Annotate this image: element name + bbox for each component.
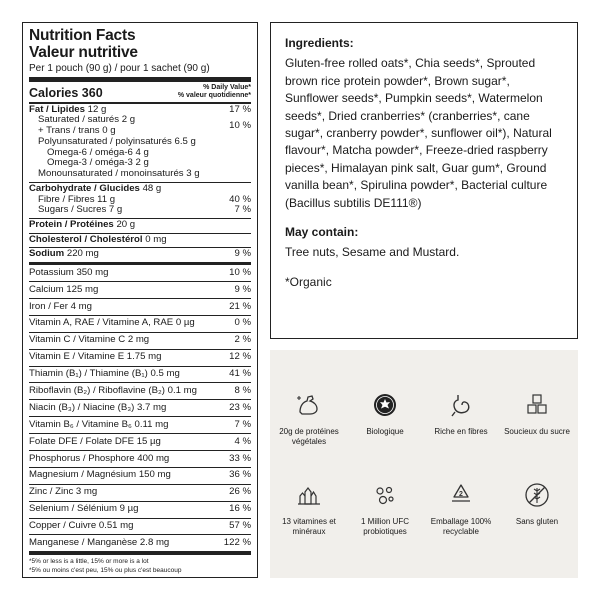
mineral-dv: 23 % [229, 401, 251, 413]
dv-header-en: % Daily Value* [203, 84, 251, 92]
mineral-row [29, 485, 251, 502]
cholesterol-label: Cholesterol / Cholestérol [29, 233, 143, 245]
stomach-icon [448, 392, 474, 418]
omega3-row: Omega-3 / oméga-3 2 g [47, 157, 149, 169]
mineral-row [29, 400, 251, 417]
organic-seal-icon [372, 392, 398, 418]
badge-label: Soucieux du sucre [504, 427, 570, 436]
ingredients-panel [270, 22, 578, 339]
mineral-dv: 33 % [229, 452, 251, 464]
feature-badges-panel [270, 350, 578, 578]
mineral-row [29, 519, 251, 536]
mineral-row [29, 434, 251, 451]
fibre-label: Fibre / Fibres 11 g [38, 193, 116, 205]
mineral-dv: 12 % [229, 351, 251, 363]
mineral-label: Vitamin E / Vitamine E 1.75 mg [29, 351, 162, 363]
mineral-dv: 16 % [229, 503, 251, 515]
badge-gluten-free [500, 482, 574, 527]
fibre-dv: 40 % [229, 193, 251, 205]
mineral-label: Magnesium / Magnésium 150 mg [29, 469, 171, 481]
mineral-label: Folate DFE / Folate DFE 15 µg [29, 435, 161, 447]
mineral-dv: 26 % [229, 486, 251, 498]
mineral-label: Vitamin A, RAE / Vitamine A, RAE 0 µg [29, 317, 195, 329]
mineral-label: Zinc / Zinc 3 mg [29, 486, 98, 498]
sodium-amount: 220 mg [66, 248, 99, 260]
mineral-label: Riboflavin (B₂) / Riboflavine (B₂) 0.1 mg [29, 385, 197, 397]
omega6-row: Omega-6 / oméga-6 4 g [47, 146, 149, 158]
trans-row: + Trans / trans 0 g [38, 125, 116, 137]
mineral-dv: 41 % [229, 368, 251, 380]
mineral-row [29, 333, 251, 350]
may-contain-text: Tree nuts, Sesame and Mustard. [285, 245, 460, 260]
badge-organic [348, 392, 422, 437]
badge-label: 1 Million UFC probiotiques [360, 517, 409, 536]
mineral-label: Selenium / Sélénium 9 µg [29, 503, 139, 515]
carb-row [29, 184, 251, 195]
badge-vitamins [272, 482, 346, 537]
carb-section [29, 183, 251, 219]
vitamins-minerals-list [29, 265, 251, 551]
mineral-label: Thiamin (B₁) / Thiamine (B₁) 0.5 mg [29, 368, 180, 380]
ingredients-heading: Ingredients: [285, 36, 354, 50]
sat-trans-dv: 10 % [229, 119, 251, 131]
sodium-row [29, 248, 251, 265]
carb-amount: 48 g [142, 182, 162, 194]
mineral-row [29, 468, 251, 485]
mineral-dv: 57 % [229, 520, 251, 532]
mineral-label: Vitamin C / Vitamine C 2 mg [29, 334, 150, 346]
sodium-dv: 9 % [234, 248, 251, 260]
mineral-dv: 9 % [234, 283, 251, 295]
badge-fibre [424, 392, 498, 437]
protein-label: Protein / Protéines [29, 219, 114, 230]
protein-row [29, 219, 251, 234]
carb-label: Carbohydrate / Glucides [29, 182, 140, 194]
mineral-dv: 36 % [229, 469, 251, 481]
fat-label: Fat / Lipides [29, 103, 85, 115]
nutrition-title-fr: Valeur nutritive [29, 44, 138, 62]
fat-amount: 12 g [87, 103, 107, 115]
mineral-row [29, 451, 251, 468]
badge-label: 13 vitamines et minéraux [282, 517, 336, 536]
organic-note: *Organic [285, 274, 332, 289]
mineral-row [29, 383, 251, 400]
recycle-icon [448, 482, 474, 508]
mineral-row [29, 367, 251, 384]
mineral-label: Iron / Fer 4 mg [29, 300, 92, 312]
footnote-fr: *5% ou moins c'est peu, 15% ou plus c'est beaucoup [29, 566, 182, 574]
may-contain-heading: May contain: [285, 224, 359, 239]
badge-label: Riche en fibres [434, 427, 488, 436]
badge-label: Emballage 100% recyclable [430, 517, 492, 536]
mineral-label: Copper / Cuivre 0.51 mg [29, 520, 134, 532]
cholesterol-amount: 0 mg [145, 233, 167, 245]
serving-size: Per 1 pouch (90 g) / pour 1 sachet (90 g) [29, 61, 251, 82]
mineral-row [29, 316, 251, 333]
calories-row [29, 82, 251, 103]
badge-recyclable [424, 482, 498, 537]
mineral-label: Calcium 125 mg [29, 283, 99, 295]
sugars-label: Sugars / Sucres 7 g [38, 204, 123, 216]
mineral-row [29, 502, 251, 519]
mineral-label: Vitamin B₆ / Vitamine B₆ 0.11 mg [29, 418, 169, 430]
sugars-dv: 7 % [234, 204, 251, 216]
svg-text:2: 2 [459, 491, 463, 498]
mineral-row [29, 350, 251, 367]
badge-sugar [500, 392, 574, 437]
ingredients-text: Gluten-free rolled oats*, Chia seeds*, Sprouted brown rice protein powder*, Brown sugar*, Sunflower seeds*, Pumpkin seeds*, Watermelon seeds*, Dried cranberries* (cranberries*, cane sugar*, cranberry powder*, sunflower oil*), Natural flavour*, Matcha powder*, Freeze-dried raspberry pieces*, Himalayan pink salt, Guar gum*, Ground vanilla bean*, Spirulina powder*, Bacterial culture (Bacillus subtilis DE111®) [285, 56, 552, 210]
nutrition-footnote [29, 551, 251, 575]
mineral-dv: 7 % [234, 418, 251, 430]
badge-label: Biologique [366, 427, 404, 436]
dv-header-fr: % valeur quotidienne* [177, 91, 251, 99]
mineral-dv: 4 % [234, 435, 251, 447]
calories-label: Calories 360 [29, 85, 103, 100]
probiotic-icon [372, 482, 398, 508]
mineral-dv: 122 % [223, 537, 251, 549]
mineral-row [29, 299, 251, 316]
mineral-row [29, 282, 251, 299]
sat-trans-group [29, 115, 251, 136]
badge-label: 20g de protéines végétales [279, 427, 339, 446]
nutrition-facts-table [22, 22, 258, 578]
mineral-dv: 10 % [229, 266, 251, 278]
footnote-en: *5% or less is a little, 15% or more is a lot [29, 558, 149, 566]
mineral-row [29, 535, 251, 551]
badge-label: Sans gluten [515, 517, 559, 526]
mineral-dv: 21 % [229, 300, 251, 312]
sodium-label: Sodium [29, 248, 65, 260]
flexed-arm-icon [296, 392, 322, 418]
mineral-label: Phosphorus / Phosphore 400 mg [29, 452, 170, 464]
no-gluten-icon [524, 482, 550, 508]
saturated-row: Saturated / saturés 2 g [38, 114, 136, 126]
mineral-dv: 8 % [234, 385, 251, 397]
fat-dv: 17 % [229, 103, 251, 115]
daily-value-header [178, 84, 251, 99]
cholesterol-row [29, 234, 251, 249]
crystals-icon [296, 482, 322, 508]
protein-amount: 20 g [116, 219, 136, 230]
poly-row: Polyunsaturated / polyinsaturés 6.5 g [38, 135, 196, 147]
mineral-label: Potassium 350 mg [29, 266, 109, 278]
badge-probiotic [348, 482, 422, 537]
mineral-row [29, 265, 251, 282]
mineral-label: Niacin (B₃) / Niacine (B₃) 3.7 mg [29, 401, 167, 413]
mineral-dv: 2 % [234, 334, 251, 346]
mineral-label: Manganese / Manganèse 2.8 mg [29, 537, 170, 549]
badge-protein [272, 392, 346, 447]
mono-row: Monounsaturated / monoinsaturés 3 g [38, 168, 200, 180]
mineral-dv: 0 % [234, 317, 251, 329]
sugar-cubes-icon [524, 392, 550, 418]
mineral-row [29, 417, 251, 434]
sugars-row [29, 205, 251, 216]
fat-section [29, 104, 251, 183]
nutrition-title-en: Nutrition Facts [29, 27, 136, 44]
